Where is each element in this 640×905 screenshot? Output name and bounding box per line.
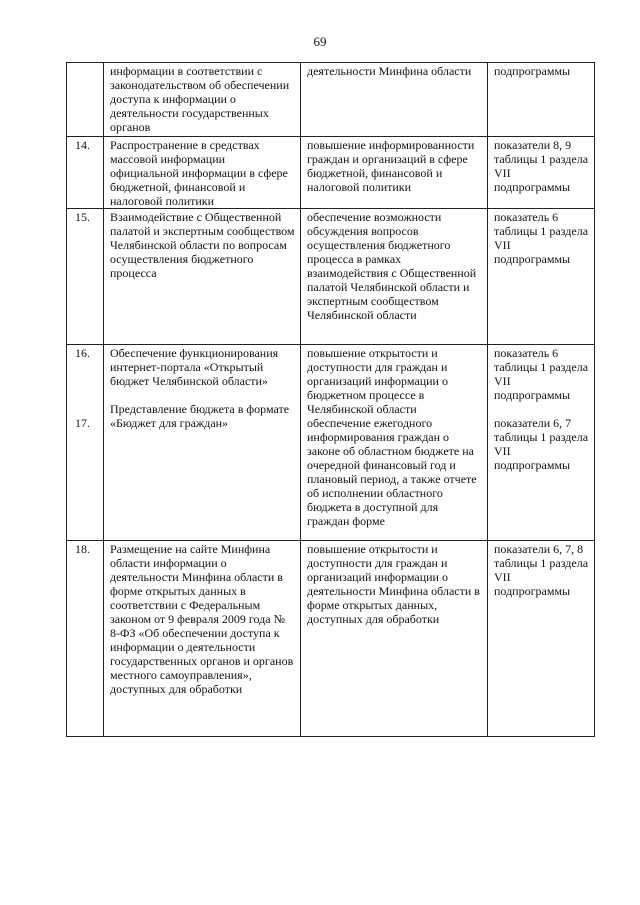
table-row (67, 541, 595, 737)
activity-cell: Представление бюджета в формате «Бюджет для граждан» (110, 402, 290, 430)
result-cell: повышение открытости и доступности для граждан и организаций информации о деятельности Минфина области в форме открытых данных, доступных для обработки (301, 541, 488, 737)
activity-cell: Взаимодействие с Общественной палатой и экспертным сообществом Челябинской области по вопросам осуществления бюджетного процесса (104, 209, 301, 345)
page-number: 69 (313, 34, 327, 49)
row-number: 14. (67, 137, 104, 209)
row-number: 18. (67, 541, 104, 737)
activity-cell: Распространение в средствах массовой информации официальной информации в сфере бюджетной, финансовой и налоговой политики (104, 137, 301, 209)
indicator-cell: показатели 6, 7, 8 таблицы 1 раздела VII подпрограммы (488, 541, 595, 737)
row-number: 15. (67, 209, 104, 345)
table-row (67, 137, 595, 209)
result-cell: обеспечение возможности обсуждения вопросов осуществления бюджетного процесса в рамках взаимодействия с Общественной палатой Челябинской области и экспертным сообществом Челябинской области (301, 209, 488, 345)
table-row (67, 209, 595, 345)
indicator-cell: подпрограммы (488, 63, 595, 137)
table-row (67, 63, 595, 137)
row-number: 16. (75, 346, 90, 360)
result-cell: повышение информированности граждан и организаций в сфере бюджетной, финансовой и налоговой политики (301, 137, 488, 209)
row-number: 17. (75, 416, 90, 430)
result-cell: обеспечение ежегодного информирования граждан о законе об областном бюджете на очередной финансовый год и плановый период, а также отчете об исполнении областного бюджета в доступной для граждан форме (307, 416, 477, 528)
activity-cell: Обеспечение функционирования интернет-портала «Открытый бюджет Челябинской области» (110, 346, 279, 388)
table-row (67, 345, 595, 541)
row-number (67, 63, 104, 137)
indicator-cell: показатели 8, 9 таблицы 1 раздела VII подпрограммы (488, 137, 595, 209)
program-measures-table (66, 62, 595, 737)
result-cell: повышение открытости и доступности для граждан и организаций информации о бюджетном процессе в Челябинской области (307, 346, 448, 416)
activity-cell: информации в соответствии с законодательством об обеспечении доступа к информации о деятельности государственных органов (104, 63, 301, 137)
indicator-cell: показатели 6, 7 таблицы 1 раздела VII подпрограммы (494, 416, 589, 472)
indicator-cell: показатель 6 таблицы 1 раздела VII подпрограммы (494, 346, 589, 402)
activity-cell: Размещение на сайте Минфина области информации о деятельности Минфина области в форме открытых данных в соответствии с Федеральным законом от 9 февраля 2009 года № 8-ФЗ «Об обеспечении доступа к информации о деятельности государственных органов и органов местного самоуправления», доступных для обработки (104, 541, 301, 737)
result-cell: деятельности Минфина области (301, 63, 488, 137)
indicator-cell: показатель 6 таблицы 1 раздела VII подпрограммы (488, 209, 595, 345)
